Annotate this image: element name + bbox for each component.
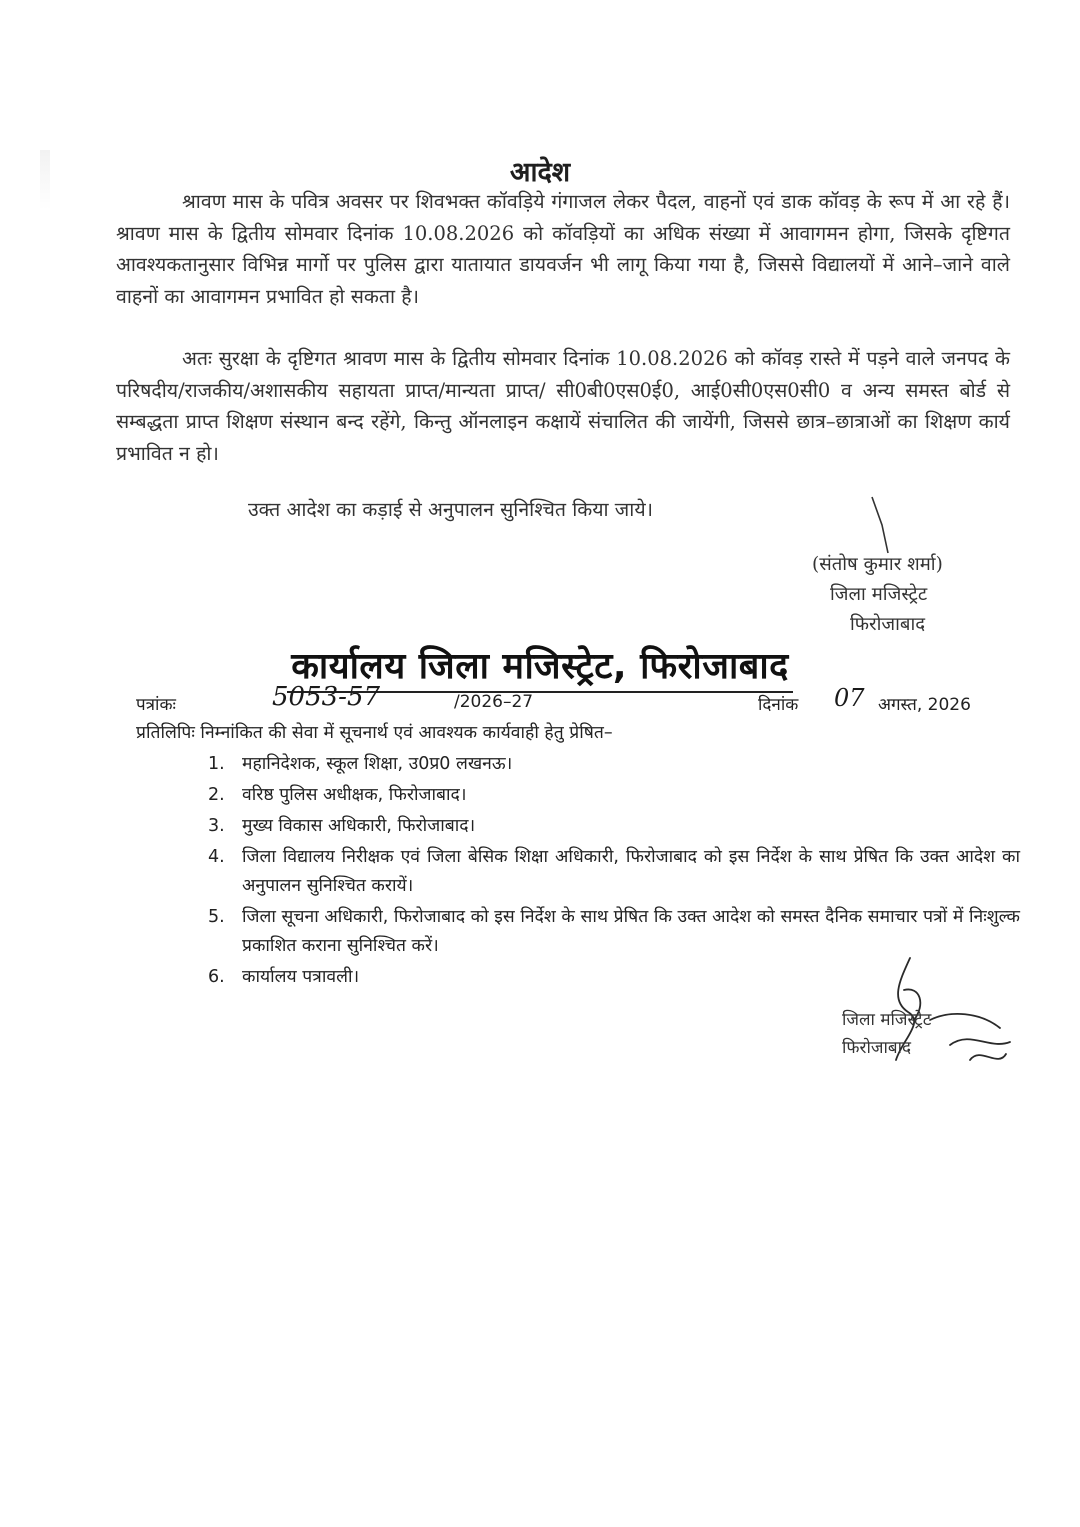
list-item-number: 4. [208,847,225,867]
order-paragraph-1 [116,186,1010,312]
signatory-place: फिरोजाबाद [850,614,926,635]
order-paragraph-2-text: अतः सुरक्षा के दृष्टिगत श्रावण मास के द्वितीय सोमवार दिनांक 10.08.2026 को कॉवड़ रास्ते में पड़ने वाले जनपद के परिषदीय/राजकीय/अशासकीय सहायता प्राप्त/मान्यता प्राप्त/ सी0बी0एस0ई0, आई0सी0एस0सी0 व अन्य समस्त बोर्ड से सम्बद्धता प्राप्त शिक्षण संस्थान बन्द रहेंगे, किन्तु ऑनलाइन कक्षायें संचालित की जायेंगी, जिससे छात्र–छात्राओं का शिक्षण कार्य प्रभावित न हो। [116,347,1010,465]
signatory-designation: जिला मजिस्ट्रेट [830,584,928,605]
list-item-text: महानिदेशक, स्कूल शिक्षा, उ0प्र0 लखनऊ। [242,754,513,774]
list-item-text: जिला विद्यालय निरीक्षक एवं जिला बेसिक शिक्षा अधिकारी, फिरोजाबाद को इस निर्देश के साथ प्रेषित कि उक्त आदेश का अनुपालन सुनिश्चित करायें। [242,847,1020,896]
date-label: दिनांक [758,695,799,715]
ref-number-handwritten: 5053-57 [272,682,381,712]
signature-stroke [870,495,892,555]
signature-stamp-line-1: जिला मजिस्ट्रेट [842,1010,932,1030]
date-month-year: अगस्त, 2026 [878,695,971,715]
list-item-text: मुख्य विकास अधिकारी, फिरोजाबाद। [242,816,476,836]
ref-year: /2026–27 [454,692,534,712]
list-item-number: 3. [208,816,225,836]
list-item-number: 6. [208,967,225,987]
order-title: आदेश [509,157,571,188]
list-item [200,781,1020,810]
office-heading: कार्यालय जिला मजिस्ट्रेट, फिरोजाबाद [287,640,793,693]
ref-label: पत्रांकः [136,695,176,715]
reference-line [136,682,1006,720]
list-item-text: जिला सूचना अधिकारी, फिरोजाबाद को इस निर्देश के साथ प्रेषित कि उक्त आदेश को समस्त दैनिक समाचार पत्रों में निःशुल्क प्रकाशित कराना सुनिश्चित करें। [242,907,1020,956]
list-item [200,812,1020,841]
list-item-number: 5. [208,907,225,927]
list-item-text: कार्यालय पत्रावली। [242,967,360,987]
list-item-number: 2. [208,785,225,805]
list-item-number: 1. [208,754,225,774]
list-item-text: वरिष्ठ पुलिस अधीक्षक, फिरोजाबाद। [242,785,467,805]
list-item [200,750,1020,779]
signature-stamp-line-2: फिरोजाबाद [842,1038,912,1058]
list-item [200,843,1020,901]
signatory-block [780,550,1010,640]
order-paragraph-2 [116,343,1010,469]
signature-stamp-text [842,1006,931,1062]
order-paragraph-1-text: श्रावण मास के पवित्र अवसर पर शिवभक्त कॉवड़िये गंगाजल लेकर पैदल, वाहनों एवं डाक कॉवड़ के रूप में आ रहे हैं। श्रावण मास के द्वितीय सोमवार दिनांक 10.08.2026 को कॉवड़ियों का अधिक संख्या में आवागमन होगा, जिसके दृष्टिगत आवश्यकतानुसार विभिन्न मार्गो पर पुलिस द्वारा यातायात डायवर्जन भी लागू किया गया है, जिससे विद्यालयों में आने–जाने वाले वाहनों का आवागमन प्रभावित हो सकता है। [116,190,1010,308]
order-paragraph-3-text: उक्त आदेश का कड़ाई से अनुपालन सुनिश्चित किया जाये। [248,498,654,521]
distribution-intro: प्रतिलिपिः निम्नांकित की सेवा में सूचनार्थ एवं आवश्यक कार्यवाही हेतु प्रेषित– [136,723,613,743]
signatory-name: (संतोष कुमार शर्मा) [812,554,943,575]
date-day-handwritten: 07 [834,684,865,712]
